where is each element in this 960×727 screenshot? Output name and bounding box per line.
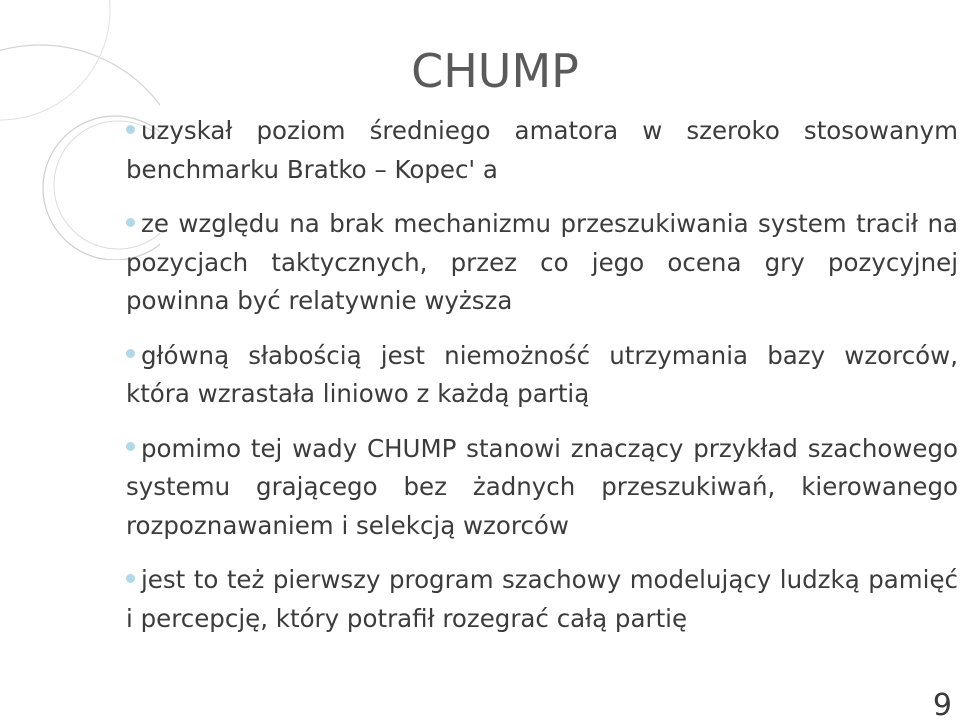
page-number: 9	[932, 688, 952, 723]
bullet-dot-icon	[126, 218, 135, 227]
bullet-text: pomimo tej wady CHUMP stanowi znaczący przykład szachowego systemu grającego bez żadnych przeszukiwań, kierowanego rozpoznawaniem i selekcją wzorców	[126, 433, 958, 540]
bullet-text: jest to też pierwszy program szachowy modelujący ludzką pamięć i percepcję, który potrafił rozegrać całą partię	[126, 565, 958, 633]
bullet-text: główną słabością jest niemożność utrzymania bazy wzorców, która wzrastała liniowo z każdą partią	[126, 340, 958, 408]
bullet-dot-icon	[126, 349, 135, 358]
slide-title: CHUMP	[411, 44, 579, 98]
bullet-item	[126, 430, 958, 546]
bullet-item	[126, 337, 958, 414]
bullet-text: uzyskał poziom średniego amatora w szeroko stosowanym benchmarku Bratko – Kopec' a	[126, 116, 958, 184]
bullet-item	[126, 112, 958, 189]
bullet-dot-icon	[126, 442, 135, 451]
bullet-list	[126, 112, 958, 654]
bullet-text: ze względu na brak mechanizmu przeszukiwania system tracił na pozycjach taktycznych, przez co jego ocena gry pozycyjnej powinna być relatywnie wyższa	[126, 209, 958, 315]
bullet-dot-icon	[126, 574, 135, 583]
bullet-dot-icon	[126, 125, 135, 134]
bullet-item	[126, 561, 958, 638]
bullet-item	[126, 205, 958, 321]
